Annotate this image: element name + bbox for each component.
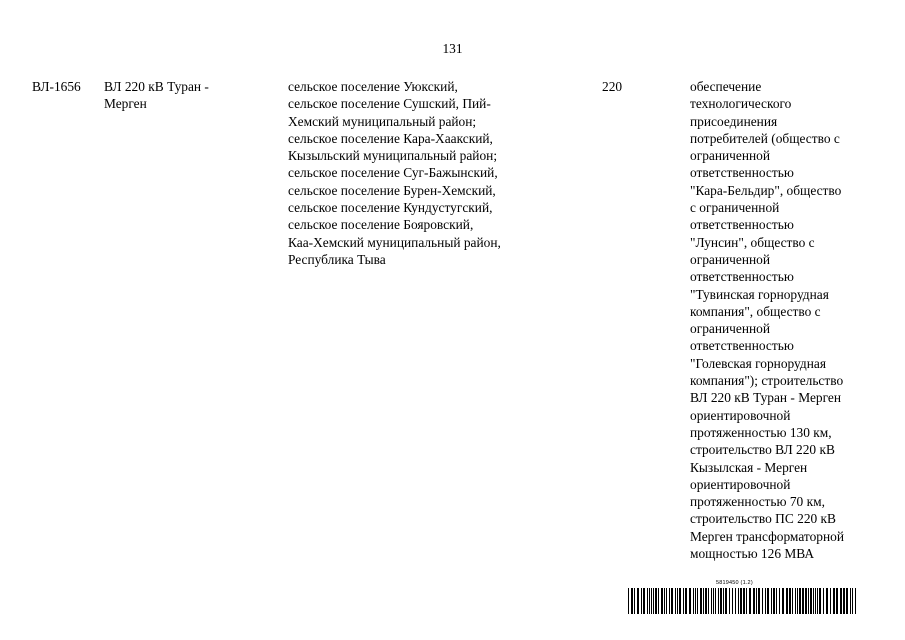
object-code: ВЛ-1656 [32, 79, 81, 94]
barcode [628, 580, 858, 614]
barcode-bars [628, 588, 858, 614]
page-number: 131 [442, 41, 463, 56]
object-name: ВЛ 220 кВ Туран - Мерген [104, 79, 209, 112]
object-voltage: 220 [602, 79, 623, 94]
barcode-label: 5819450 (1.2) [716, 580, 753, 586]
object-location: сельское поселение Уюкский, сельское поселение Сушский, Пий- Хемский муниципальный район; сельское поселение Кара-Хаакский, Кызыльский муниципальный район; сельское поселение Суг-Бажынский, сельское поселение Бурен-Хемский, сельское поселение Кундустугский, сельское поселение Бояровский, Каа-Хемский муниципальный район, Республика Тыва [288, 79, 501, 267]
object-purpose: обеспечение технологического присоединения потребителей (общество с ограниченной ответственностью "Кара-Бельдир", общество с ограниченной ответственностью "Лунсин", общество с ограниченной ответственностью "Тувинская горнорудная компания", общество с ограниченной ответственностью "Голевская горнорудная компания"); строительство ВЛ 220 кВ Туран - Мерген ориентировочной протяженностью 130 км, строительство ВЛ 220 кВ Кызылская - Мерген ориентировочной протяженностью 70 км, строительство ПС 220 кВ Мерген трансформаторной мощностью 126 МВА [690, 79, 845, 562]
